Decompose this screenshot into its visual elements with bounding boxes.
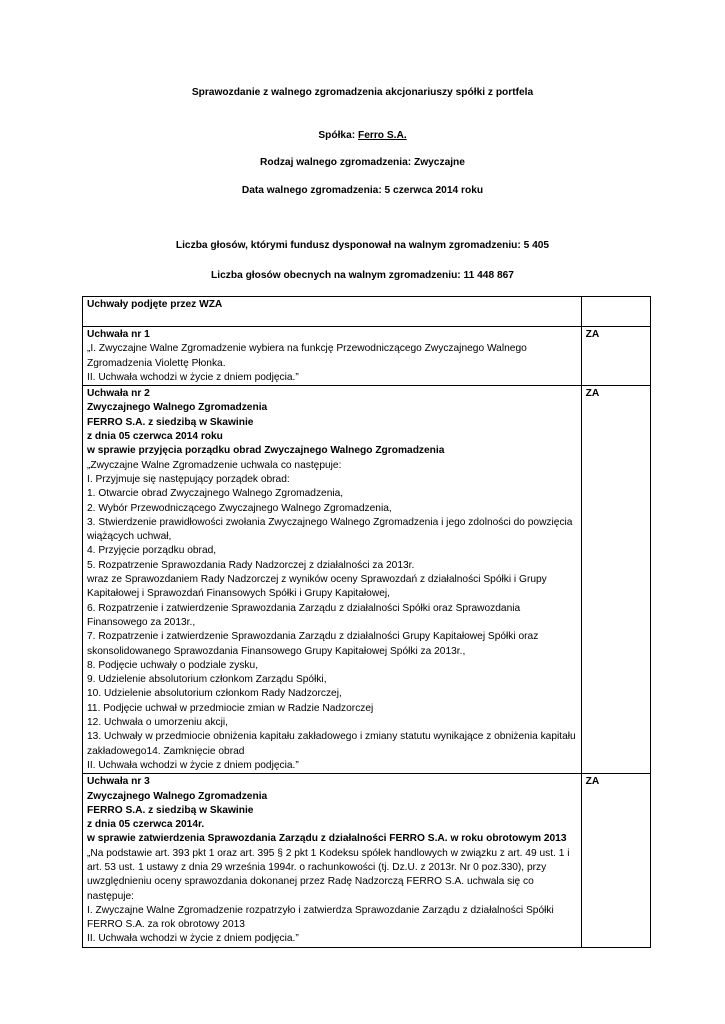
resolution-line: 12. Uchwała o umorzeniu akcji, — [87, 717, 228, 729]
resolutions-table — [82, 296, 651, 948]
resolution-row — [83, 386, 651, 774]
company-line — [0, 130, 725, 141]
resolution-line: 1. Otwarcie obrad Zwyczajnego Walnego Zgromadzenia, — [87, 488, 344, 500]
resolution-line: wiążących uchwał, — [87, 531, 172, 543]
resolution-line: 13. Uchwały w przedmiocie obniżenia kapitału zakładowego i zmiany statutu wynikające z obniżenia kapitału — [87, 731, 576, 743]
resolution-row — [83, 327, 651, 386]
resolution-line: następuje: — [87, 890, 135, 902]
resolution-text — [83, 386, 582, 774]
resolution-line: Zwyczajnego Walnego Zgromadzenia — [87, 402, 268, 414]
resolution-vote: ZA — [581, 327, 650, 386]
company-name: Ferro S.A. — [357, 130, 407, 141]
resolution-line: z dnia 05 czerwca 2014 roku — [87, 431, 223, 443]
resolution-line: wraz ze Sprawozdaniem Rady Nadzorczej z wyników oceny Sprawozdań z działalności Spółki i Grupy — [87, 574, 547, 586]
resolution-line: art. 53 ust. 1 ustawy z dnia 29 września 1994r. o rachunkowości (tj. Dz.U. z 2013r. Nr 0 poz.330), przy — [87, 861, 547, 873]
resolution-vote: ZA — [581, 774, 650, 948]
table-header-vote — [581, 297, 650, 327]
resolution-line: Zgromadzenia Violettę Płonka. — [87, 357, 226, 369]
resolution-line: I. Zwyczajne Walne Zgromadzenie rozpatrzyło i zatwierdza Sprawozdanie Zarządu z działalności Spółki — [87, 904, 554, 916]
resolution-line: Uchwała nr 2 — [87, 388, 150, 400]
table-header-label: Uchwały podjęte przez WZA — [83, 297, 582, 327]
resolution-line: Kapitałowej i Sprawozdań Finansowych Spółki i Grupy Kapitałowej, — [87, 588, 390, 600]
resolution-line: w sprawie zatwierdzenia Sprawozdania Zarządu z działalności FERRO S.A. w roku obrotowym 2013 — [87, 833, 567, 845]
resolution-line: II. Uchwała wchodzi w życie z dniem podjęcia.” — [87, 371, 299, 383]
company-label: Spółka: — [318, 130, 358, 141]
resolution-line: z dnia 05 czerwca 2014r. — [87, 819, 205, 831]
resolution-text — [83, 774, 582, 948]
resolution-line: 2. Wybór Przewodniczącego Zwyczajnego Walnego Zgromadzenia, — [87, 502, 392, 514]
resolution-line: w sprawie przyjęcia porządku obrad Zwyczajnego Walnego Zgromadzenia — [87, 445, 445, 457]
resolution-vote: ZA — [581, 386, 650, 774]
resolution-line: skonsolidowanego Sprawozdania Finansowego Grupy Kapitałowej Spółki za 2013r., — [87, 645, 466, 657]
resolution-line: 6. Rozpatrzenie i zatwierdzenie Sprawozdania Zarządu z działalności Spółki oraz Sprawozdania — [87, 602, 521, 614]
resolution-line: 10. Udzielenie absolutorium członkom Rady Nadzorczej, — [87, 688, 342, 700]
resolution-line: I. Przyjmuje się następujący porządek obrad: — [87, 473, 290, 485]
fund-votes: Liczba głosów, którymi fundusz dysponował na walnym zgromadzeniu: 5 405 — [175, 240, 550, 251]
resolution-text — [83, 327, 582, 386]
resolution-line: zakładowego14. Zamknięcie obrad — [87, 745, 245, 757]
resolution-line: „I. Zwyczajne Walne Zgromadzenie wybiera na funkcję Przewodniczącego Zwyczajnego Walnego — [87, 343, 527, 355]
resolution-line: 9. Udzielenie absolutorium członkom Zarządu Spółki, — [87, 674, 327, 686]
resolution-line: Uchwała nr 1 — [87, 329, 150, 340]
resolution-line: 3. Stwierdzenie prawidłowości zwołania Zwyczajnego Walnego Zgromadzenia i jego zdolności do powzięcia — [87, 516, 573, 528]
resolution-line: II. Uchwała wchodzi w życie z dniem podjęcia.” — [87, 759, 299, 771]
resolution-line: FERRO S.A. z siedzibą w Skawinie — [87, 804, 254, 816]
resolution-line: Zwyczajnego Walnego Zgromadzenia — [87, 790, 268, 802]
report-title: Sprawozdanie z walnego zgromadzenia akcjonariuszy spółki z portfela — [191, 87, 534, 98]
resolution-line: „Zwyczajne Walne Zgromadzenie uchwala co następuje: — [87, 459, 342, 471]
present-votes: Liczba głosów obecnych na walnym zgromadzeniu: 11 448 867 — [211, 270, 514, 281]
resolution-line: 8. Podjęcie uchwały o podziale zysku, — [87, 659, 259, 671]
meeting-type: Rodzaj walnego zgromadzenia: Zwyczajne — [260, 157, 465, 168]
resolution-line: II. Uchwała wchodzi w życie z dniem podjęcia.” — [87, 933, 299, 945]
table-header-row — [83, 297, 651, 327]
resolution-line: uwzględnieniu oceny sprawozdania dokonanej przez Radę Nadzorczą FERRO S.A. uchwala się co — [87, 876, 534, 888]
resolution-line: 11. Podjęcie uchwał w przedmiocie zmian w Radzie Nadzorczej — [87, 702, 374, 714]
resolution-line: 5. Rozpatrzenie Sprawozdania Rady Nadzorczej z działalności za 2013r. — [87, 559, 415, 571]
resolution-line: FERRO S.A. z siedzibą w Skawinie — [87, 416, 254, 428]
resolution-line: „Na podstawie art. 393 pkt 1 oraz art. 395 § 2 pkt 1 Kodeksu spółek handlowych w związku z art. 49 ust. 1 i — [87, 847, 570, 859]
resolution-row — [83, 774, 651, 948]
resolution-line: Uchwała nr 3 — [87, 776, 150, 788]
resolution-line: Finansowego za 2013r., — [87, 616, 196, 628]
resolution-line: FERRO S.A. za rok obrotowy 2013 — [87, 919, 245, 931]
resolution-line: 4. Przyjęcie porządku obrad, — [87, 545, 217, 557]
resolution-line: 7. Rozpatrzenie i zatwierdzenie Sprawozdania Zarządu z działalności Grupy Kapitałowej Spółki oraz — [87, 631, 539, 643]
meeting-date: Data walnego zgromadzenia: 5 czerwca 2014 roku — [241, 185, 484, 196]
